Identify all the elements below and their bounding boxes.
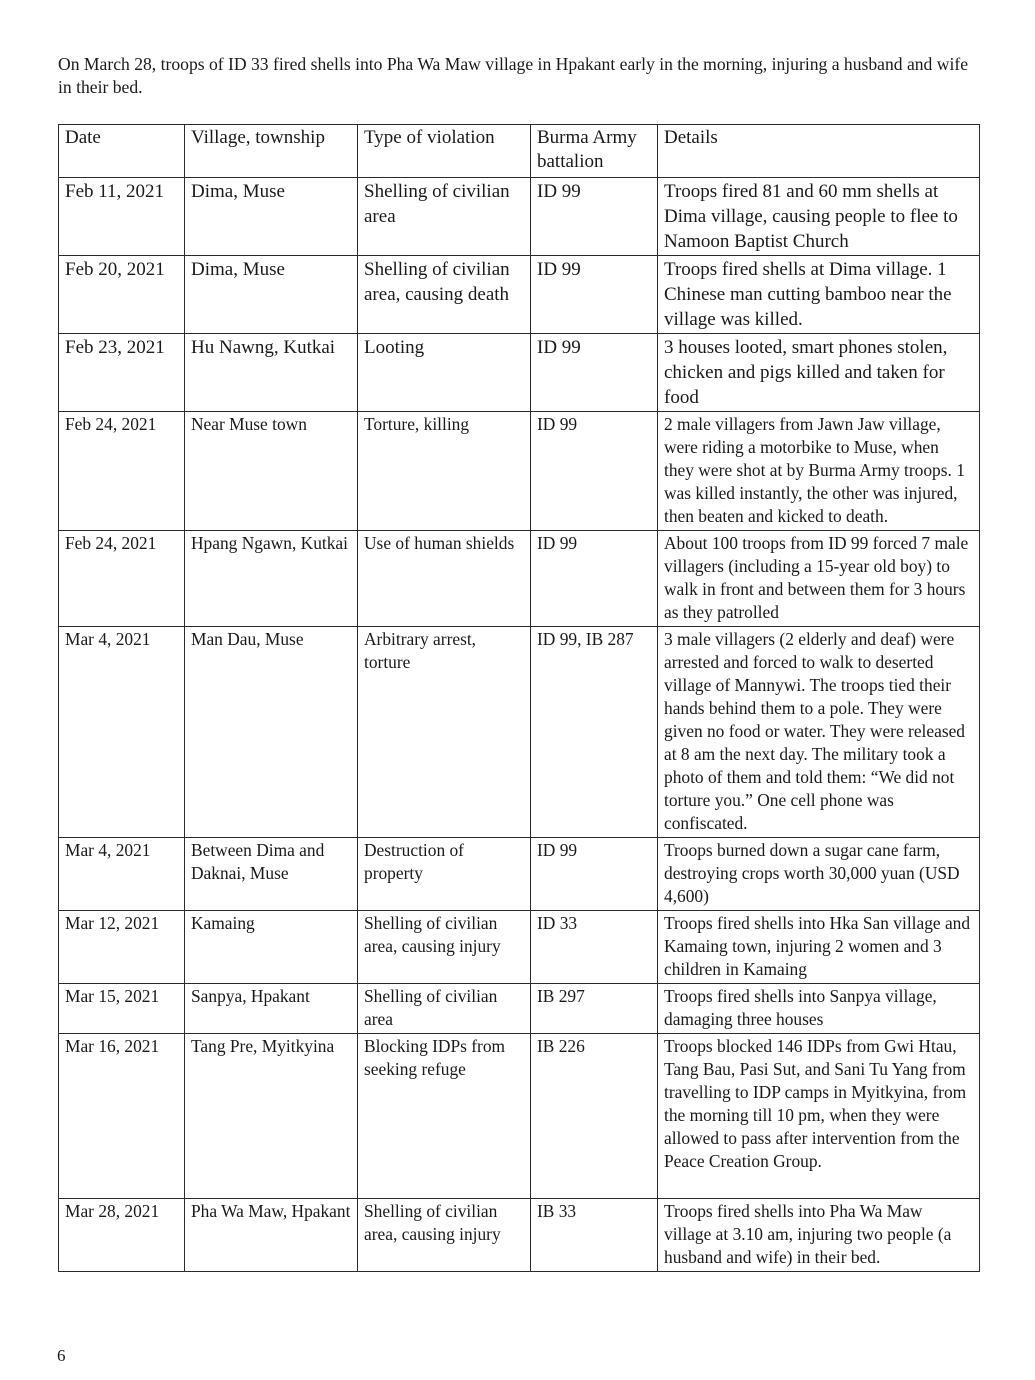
violations-table [58,124,980,1272]
cell-date: Feb 24, 2021 [59,531,185,627]
cell-battalion: IB 226 [531,1034,658,1199]
table-row [59,531,980,627]
cell-village: Hu Nawng, Kutkai [185,334,358,412]
cell-violation: Shelling of civilian area, causing death [358,256,531,334]
table-row [59,911,980,984]
cell-violation: Looting [358,334,531,412]
table-header-row [59,125,980,178]
cell-village: Tang Pre, Myitkyina [185,1034,358,1199]
cell-date: Mar 15, 2021 [59,984,185,1034]
cell-date: Mar 12, 2021 [59,911,185,984]
table-row [59,984,980,1034]
header-village-township: Village, township [185,125,358,178]
table-row [59,256,980,334]
cell-details: 3 houses looted, smart phones stolen, chicken and pigs killed and taken for food [658,334,980,412]
cell-village: Pha Wa Maw, Hpakant [185,1199,358,1272]
cell-village: Between Dima and Daknai, Muse [185,838,358,911]
table-row [59,178,980,256]
cell-date: Feb 24, 2021 [59,412,185,531]
cell-details: Troops fired 81 and 60 mm shells at Dima village, causing people to flee to Namoon Baptist Church [658,178,980,256]
cell-date: Mar 4, 2021 [59,838,185,911]
cell-battalion: ID 99, IB 287 [531,627,658,838]
cell-village: Hpang Ngawn, Kutkai [185,531,358,627]
cell-details: Troops blocked 146 IDPs from Gwi Htau, Tang Bau, Pasi Sut, and Sani Tu Yang from travelling to IDP camps in Myitkyina, from the morning till 10 pm, when they were allowed to pass after intervention from the Peace Creation Group. [658,1034,980,1199]
page-number: 6 [57,1346,66,1365]
cell-battalion: ID 99 [531,178,658,256]
table-row [59,1199,980,1272]
table-row [59,334,980,412]
cell-details: Troops fired shells into Hka San village and Kamaing town, injuring 2 women and 3 children in Kamaing [658,911,980,984]
cell-village: Dima, Muse [185,178,358,256]
cell-battalion: ID 99 [531,531,658,627]
cell-violation: Shelling of civilian area, causing injury [358,911,531,984]
cell-village: Kamaing [185,911,358,984]
cell-details: 2 male villagers from Jawn Jaw village, were riding a motorbike to Muse, when they were shot at by Burma Army troops. 1 was killed instantly, the other was injured, then beaten and kicked to death. [658,412,980,531]
cell-date: Mar 4, 2021 [59,627,185,838]
cell-details: Troops fired shells into Pha Wa Maw village at 3.10 am, injuring two people (a husband and wife) in their bed. [658,1199,980,1272]
cell-violation: Use of human shields [358,531,531,627]
cell-date: Feb 23, 2021 [59,334,185,412]
cell-violation: Destruction of property [358,838,531,911]
header-details: Details [658,125,980,178]
cell-details: Troops burned down a sugar cane farm, destroying crops worth 30,000 yuan (USD 4,600) [658,838,980,911]
cell-battalion: ID 99 [531,334,658,412]
cell-battalion: ID 33 [531,911,658,984]
cell-violation: Arbitrary arrest, torture [358,627,531,838]
cell-details: 3 male villagers (2 elderly and deaf) were arrested and forced to walk to deserted village of Mannywi. The troops tied their hands behind them to a pole. They were given no food or water. They were released at 8 am the next day. The military took a photo of them and told them: “We did not torture you.” One cell phone was confiscated. [658,627,980,838]
cell-battalion: ID 99 [531,838,658,911]
table-row [59,627,980,838]
cell-battalion: IB 33 [531,1199,658,1272]
cell-details: Troops fired shells into Sanpya village, damaging three houses [658,984,980,1034]
cell-violation: Shelling of civilian area [358,178,531,256]
cell-violation: Shelling of civilian area, causing injury [358,1199,531,1272]
cell-violation: Blocking IDPs from seeking refuge [358,1034,531,1199]
table-row [59,838,980,911]
header-date: Date [59,125,185,178]
cell-battalion: ID 99 [531,256,658,334]
header-type-of-violation: Type of violation [358,125,531,178]
cell-date: Mar 16, 2021 [59,1034,185,1199]
cell-date: Feb 20, 2021 [59,256,185,334]
cell-date: Mar 28, 2021 [59,1199,185,1272]
cell-village: Near Muse town [185,412,358,531]
cell-date: Feb 11, 2021 [59,178,185,256]
cell-details: About 100 troops from ID 99 forced 7 male villagers (including a 15-year old boy) to walk in front and between them for 3 hours as they patrolled [658,531,980,627]
header-battalion: Burma Army battalion [531,125,658,178]
cell-village: Dima, Muse [185,256,358,334]
table-row [59,412,980,531]
cell-village: Sanpya, Hpakant [185,984,358,1034]
cell-village: Man Dau, Muse [185,627,358,838]
cell-battalion: ID 99 [531,412,658,531]
cell-violation: Shelling of civilian area [358,984,531,1034]
cell-violation: Torture, killing [358,412,531,531]
cell-battalion: IB 297 [531,984,658,1034]
cell-details: Troops fired shells at Dima village. 1 Chinese man cutting bamboo near the village was killed. [658,256,980,334]
intro-paragraph: On March 28, troops of ID 33 fired shells into Pha Wa Maw village in Hpakant early in the morning, injuring a husband and wife in their bed. [58,54,969,97]
table-row [59,1034,980,1199]
